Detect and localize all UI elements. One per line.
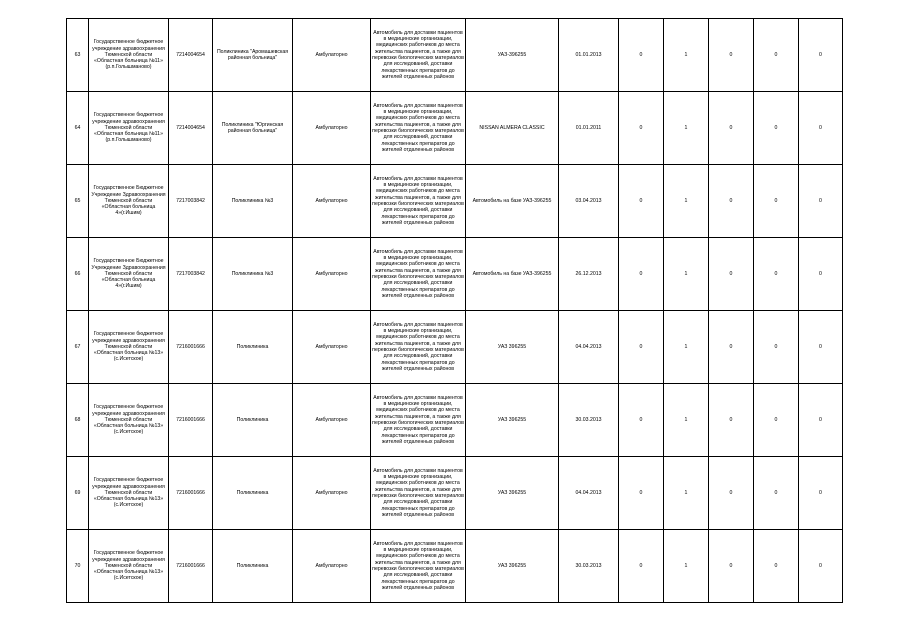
count-cell: 0 — [754, 530, 799, 603]
purpose-cell: Автомобиль для доставки пациентов в медицинские организации, медицинских работников до места жительства пациентов, а также для перевозки биологических материалов для исследований, доставки лекарственных препаратов до жителей отдаленных районов — [371, 457, 466, 530]
row-number: 70 — [67, 530, 89, 603]
organization-cell: Государственное бюджетное учреждение здравоохранения Тюменской области «Областная больница №11» (р.п.Голышманово) — [89, 19, 169, 92]
care-type-cell: Амбулаторно — [293, 311, 371, 384]
count-cell: 1 — [664, 92, 709, 165]
count-cell: 0 — [754, 19, 799, 92]
count-cell: 0 — [799, 19, 843, 92]
unit-cell: Поликлиника — [213, 530, 293, 603]
inn-cell: 7216001666 — [169, 384, 213, 457]
table-row — [67, 19, 843, 92]
count-cell: 0 — [619, 165, 664, 238]
count-cell: 0 — [619, 311, 664, 384]
date-cell: 01.01.2011 — [559, 92, 619, 165]
unit-cell: Поликлиника №3 — [213, 165, 293, 238]
unit-cell: Поликлиника — [213, 311, 293, 384]
inn-cell: 7216001666 — [169, 530, 213, 603]
unit-cell: Поликлиника №3 — [213, 238, 293, 311]
unit-cell: Поликлиника "Аромашевская районная больница" — [213, 19, 293, 92]
table-row — [67, 384, 843, 457]
count-cell: 0 — [619, 92, 664, 165]
care-type-cell: Амбулаторно — [293, 457, 371, 530]
purpose-cell: Автомобиль для доставки пациентов в медицинские организации, медицинских работников до места жительства пациентов, а также для перевозки биологических материалов для исследований, доставки лекарственных препаратов до жителей отдаленных районов — [371, 311, 466, 384]
vehicles-table — [66, 18, 843, 603]
count-cell: 0 — [619, 238, 664, 311]
count-cell: 0 — [619, 530, 664, 603]
count-cell: 0 — [709, 238, 754, 311]
row-number: 69 — [67, 457, 89, 530]
count-cell: 1 — [664, 165, 709, 238]
care-type-cell: Амбулаторно — [293, 92, 371, 165]
table-row — [67, 311, 843, 384]
count-cell: 0 — [799, 384, 843, 457]
unit-cell: Поликлиника — [213, 457, 293, 530]
count-cell: 1 — [664, 530, 709, 603]
vehicle-cell: Автомобиль на базе УАЗ-396255 — [466, 165, 559, 238]
purpose-cell: Автомобиль для доставки пациентов в медицинские организации, медицинских работников до места жительства пациентов, а также для перевозки биологических материалов для исследований, доставки лекарственных препаратов до жителей отдаленных районов — [371, 92, 466, 165]
count-cell: 0 — [619, 19, 664, 92]
organization-cell: Государственное бюджетное учреждение здравоохранения Тюменской области «Областная больница №13» (с.Исетское) — [89, 311, 169, 384]
inn-cell: 7214004654 — [169, 19, 213, 92]
count-cell: 0 — [754, 311, 799, 384]
organization-cell: Государственное бюджетное учреждение здравоохранения Тюменской области «Областная больница №13» (с.Исетское) — [89, 457, 169, 530]
organization-cell: Государственное Бюджетное Учреждение Здравоохранения Тюменской области «Областная больница 4»(г.Ишим) — [89, 238, 169, 311]
date-cell: 30.03.2013 — [559, 384, 619, 457]
purpose-cell: Автомобиль для доставки пациентов в медицинские организации, медицинских работников до места жительства пациентов, а также для перевозки биологических материалов для исследований, доставки лекарственных препаратов до жителей отдаленных районов — [371, 238, 466, 311]
count-cell: 0 — [709, 165, 754, 238]
unit-cell: Поликлиника — [213, 384, 293, 457]
date-cell: 26.12.2013 — [559, 238, 619, 311]
count-cell: 0 — [799, 530, 843, 603]
unit-cell: Поликлиника "Юргинская районная больница" — [213, 92, 293, 165]
count-cell: 0 — [709, 530, 754, 603]
table-row — [67, 457, 843, 530]
count-cell: 0 — [754, 384, 799, 457]
count-cell: 0 — [799, 238, 843, 311]
date-cell: 03.04.2013 — [559, 165, 619, 238]
care-type-cell: Амбулаторно — [293, 165, 371, 238]
table-row — [67, 530, 843, 603]
table-row — [67, 238, 843, 311]
count-cell: 0 — [709, 19, 754, 92]
purpose-cell: Автомобиль для доставки пациентов в медицинские организации, медицинских работников до места жительства пациентов, а также для перевозки биологических материалов для исследований, доставки лекарственных препаратов до жителей отдаленных районов — [371, 165, 466, 238]
count-cell: 0 — [709, 384, 754, 457]
count-cell: 0 — [709, 311, 754, 384]
care-type-cell: Амбулаторно — [293, 19, 371, 92]
vehicle-cell: УАЗ 396255 — [466, 384, 559, 457]
organization-cell: Государственное бюджетное учреждение здравоохранения Тюменской области «Областная больница №13» (с.Исетское) — [89, 530, 169, 603]
inn-cell: 7217003842 — [169, 165, 213, 238]
row-number: 64 — [67, 92, 89, 165]
count-cell: 1 — [664, 384, 709, 457]
count-cell: 0 — [799, 165, 843, 238]
count-cell: 0 — [709, 457, 754, 530]
care-type-cell: Амбулаторно — [293, 384, 371, 457]
count-cell: 0 — [799, 311, 843, 384]
vehicle-cell: УАЗ 396255 — [466, 311, 559, 384]
count-cell: 0 — [799, 457, 843, 530]
purpose-cell: Автомобиль для доставки пациентов в медицинские организации, медицинских работников до места жительства пациентов, а также для перевозки биологических материалов для исследований, доставки лекарственных препаратов до жителей отдаленных районов — [371, 384, 466, 457]
count-cell: 1 — [664, 238, 709, 311]
organization-cell: Государственное Бюджетное Учреждение Здравоохранения Тюменской области «Областная больница 4»(г.Ишим) — [89, 165, 169, 238]
date-cell: 01.01.2013 — [559, 19, 619, 92]
table-row — [67, 92, 843, 165]
count-cell: 1 — [664, 19, 709, 92]
inn-cell: 7216001666 — [169, 457, 213, 530]
date-cell: 04.04.2013 — [559, 311, 619, 384]
row-number: 67 — [67, 311, 89, 384]
count-cell: 0 — [709, 92, 754, 165]
row-number: 66 — [67, 238, 89, 311]
count-cell: 0 — [754, 238, 799, 311]
table-body — [67, 19, 843, 603]
care-type-cell: Амбулаторно — [293, 238, 371, 311]
inn-cell: 7214004654 — [169, 92, 213, 165]
purpose-cell: Автомобиль для доставки пациентов в медицинские организации, медицинских работников до места жительства пациентов, а также для перевозки биологических материалов для исследований, доставки лекарственных препаратов до жителей отдаленных районов — [371, 19, 466, 92]
count-cell: 0 — [619, 457, 664, 530]
count-cell: 0 — [754, 165, 799, 238]
organization-cell: Государственное бюджетное учреждение здравоохранения Тюменской области «Областная больница №13» (с.Исетское) — [89, 384, 169, 457]
care-type-cell: Амбулаторно — [293, 530, 371, 603]
row-number: 68 — [67, 384, 89, 457]
date-cell: 04.04.2013 — [559, 457, 619, 530]
date-cell: 30.03.2013 — [559, 530, 619, 603]
inn-cell: 7216001666 — [169, 311, 213, 384]
count-cell: 1 — [664, 311, 709, 384]
row-number: 63 — [67, 19, 89, 92]
table-row — [67, 165, 843, 238]
vehicle-cell: NISSAN ALMERA CLASSIC — [466, 92, 559, 165]
count-cell: 1 — [664, 457, 709, 530]
vehicle-cell: Автомобиль на базе УАЗ-396255 — [466, 238, 559, 311]
row-number: 65 — [67, 165, 89, 238]
inn-cell: 7217003842 — [169, 238, 213, 311]
organization-cell: Государственное бюджетное учреждение здравоохранения Тюменской области «Областная больница №11» (р.п.Голышманово) — [89, 92, 169, 165]
purpose-cell: Автомобиль для доставки пациентов в медицинские организации, медицинских работников до места жительства пациентов, а также для перевозки биологических материалов для исследований, доставки лекарственных препаратов до жителей отдаленных районов — [371, 530, 466, 603]
count-cell: 0 — [754, 457, 799, 530]
count-cell: 0 — [754, 92, 799, 165]
count-cell: 0 — [619, 384, 664, 457]
count-cell: 0 — [799, 92, 843, 165]
vehicle-cell: УАЗ 396255 — [466, 457, 559, 530]
vehicle-cell: УАЗ 396255 — [466, 530, 559, 603]
vehicle-cell: УАЗ-396255 — [466, 19, 559, 92]
